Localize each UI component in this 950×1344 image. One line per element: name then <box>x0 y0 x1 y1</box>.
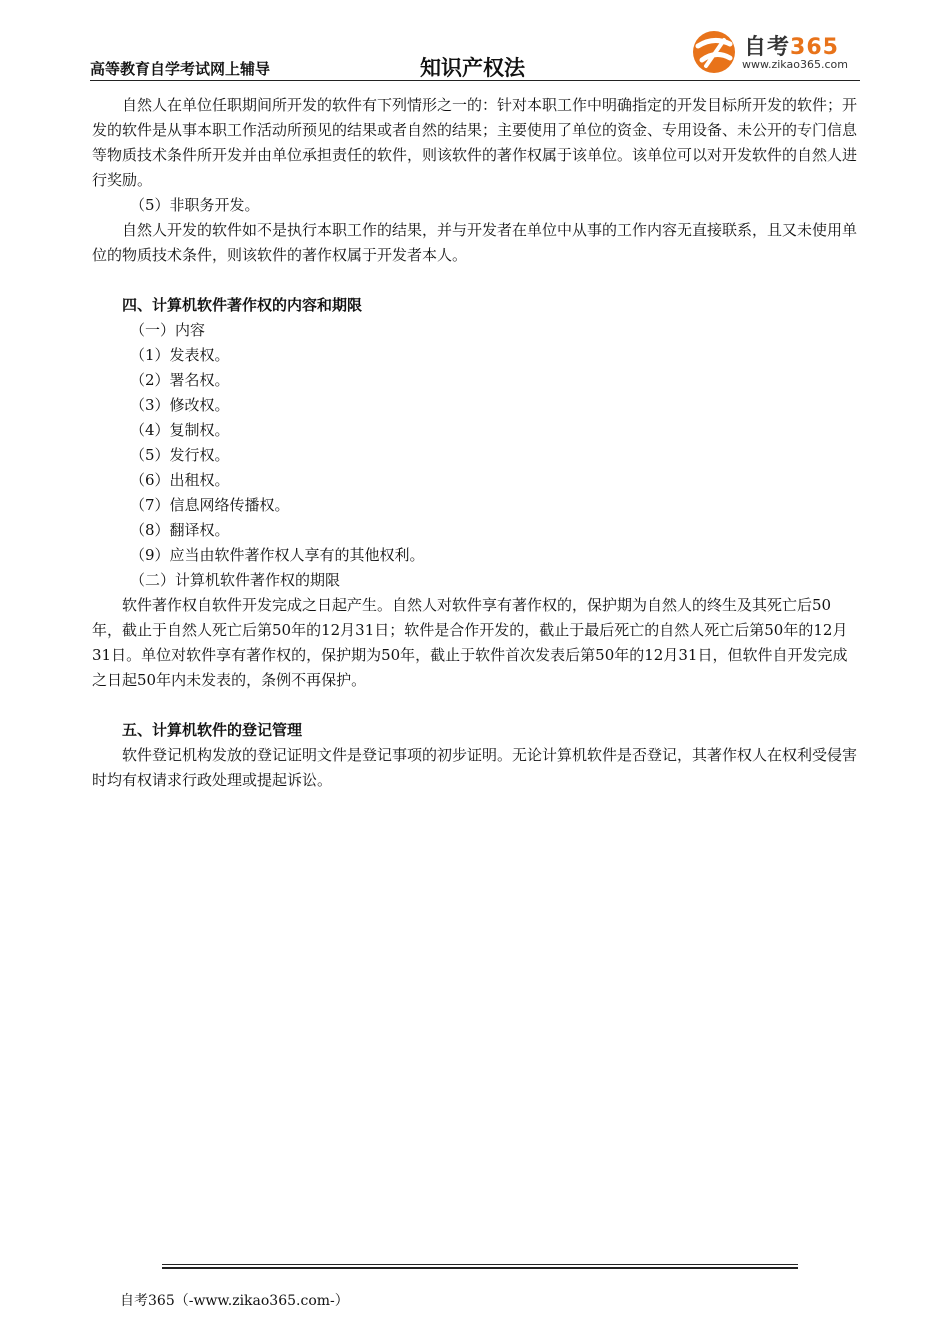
list-item: （4）复制权。 <box>130 421 230 439</box>
header-left-title: 高等教育自学考试网上辅导 <box>90 60 271 78</box>
footer-divider-thick <box>162 1267 798 1269</box>
list-item: （2）署名权。 <box>130 371 230 389</box>
zikao365-logo <box>690 28 860 76</box>
list-item: （3）修改权。 <box>130 396 230 414</box>
section-heading: 四、计算机软件著作权的内容和期限 <box>122 296 363 314</box>
paragraph: 软件登记机构发放的登记证明文件是登记事项的初步证明。无论计算机软件是否登记，其著作权人在权利受侵害时均有权请求行政处理或提起诉讼。 <box>92 746 858 789</box>
subsection-heading: （二）计算机软件著作权的期限 <box>130 571 341 589</box>
list-item: （7）信息网络传播权。 <box>130 496 290 514</box>
list-item: （1）发表权。 <box>130 346 230 364</box>
list-item: （8）翻译权。 <box>130 521 230 539</box>
list-item: （6）出租权。 <box>130 471 230 489</box>
paragraph: 自然人开发的软件如不是执行本职工作的结果，并与开发者在单位中从事的工作内容无直接联系，且又未使用单位的物质技术条件，则该软件的著作权属于开发者本人。 <box>92 221 858 264</box>
logo-brand-text: 自考365 <box>744 35 839 60</box>
list-item: （5）发行权。 <box>130 446 230 464</box>
logo-url: www.zikao365.com <box>742 58 848 71</box>
list-item: （9）应当由软件著作权人享有的其他权利。 <box>130 546 425 564</box>
document-body <box>92 93 860 793</box>
list-item: （5）非职务开发。 <box>130 196 260 214</box>
footer-text: 自考365（-www.zikao365.com-） <box>120 1293 349 1309</box>
section-heading: 五、计算机软件的登记管理 <box>122 721 303 739</box>
footer-divider <box>162 1264 798 1265</box>
paragraph: 自然人在单位任职期间所开发的软件有下列情形之一的：针对本职工作中明确指定的开发目标所开发的软件；开发的软件是从事本职工作活动所预见的结果或者自然的结果；主要使用了单位的资金、专用设备、未公开的专门信息等物质技术条件所开发并由单位承担责任的软件，则该软件的著作权属于该单位。该单位可以对开发软件的自然人进行奖励。 <box>92 96 858 189</box>
zikao-logo-icon <box>690 28 740 76</box>
page-header <box>90 28 860 80</box>
header-divider <box>90 80 860 81</box>
header-center-title: 知识产权法 <box>420 56 525 80</box>
paragraph: 软件著作权自软件开发完成之日起产生。自然人对软件享有著作权的，保护期为自然人的终生及其死亡后50年，截止于自然人死亡后第50年的12月31日；软件是合作开发的，截止于最后死亡的自然人死亡后第50年的12月31日。单位对软件享有著作权的，保护期为50年，截止于软件首次发表后第50年的12月31日，但软件自开发完成之日起50年内未发表的，条例不再保护。 <box>92 596 848 689</box>
subsection-heading: （一）内容 <box>130 321 206 339</box>
